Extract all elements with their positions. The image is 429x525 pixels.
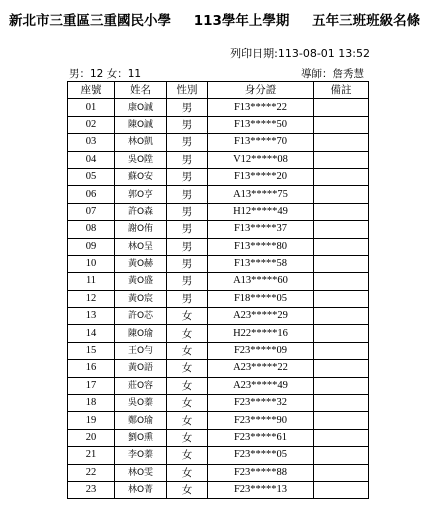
class-info-bar bbox=[67, 66, 368, 80]
column-header-gender: 性別 bbox=[167, 82, 208, 99]
table-row bbox=[68, 290, 369, 307]
student-gender: 男 bbox=[167, 134, 208, 151]
student-note bbox=[314, 273, 369, 290]
student-seat: 17 bbox=[68, 377, 115, 394]
student-seat: 04 bbox=[68, 151, 115, 168]
table-row bbox=[68, 429, 369, 446]
student-name: 林O呈 bbox=[115, 238, 167, 255]
student-seat: 01 bbox=[68, 99, 115, 116]
student-note bbox=[314, 325, 369, 342]
student-seat: 15 bbox=[68, 342, 115, 359]
student-name: 郭O亨 bbox=[115, 186, 167, 203]
student-id: F23*****61 bbox=[208, 429, 314, 446]
table-row bbox=[68, 151, 369, 168]
column-header-note: 備註 bbox=[314, 82, 369, 99]
student-seat: 16 bbox=[68, 360, 115, 377]
student-seat: 14 bbox=[68, 325, 115, 342]
student-id: F23*****88 bbox=[208, 464, 314, 481]
student-gender: 男 bbox=[167, 99, 208, 116]
student-name: 康O誠 bbox=[115, 99, 167, 116]
student-gender: 男 bbox=[167, 290, 208, 307]
student-id: F13*****80 bbox=[208, 238, 314, 255]
student-id: F23*****32 bbox=[208, 395, 314, 412]
roster-table bbox=[67, 81, 369, 499]
student-name: 黃O赫 bbox=[115, 255, 167, 272]
student-note bbox=[314, 308, 369, 325]
student-note bbox=[314, 221, 369, 238]
column-header-id: 身分證 bbox=[208, 82, 314, 99]
student-note bbox=[314, 481, 369, 498]
student-name: 謝O侑 bbox=[115, 221, 167, 238]
header-row bbox=[68, 82, 369, 99]
student-id: F23*****90 bbox=[208, 412, 314, 429]
table-row bbox=[68, 308, 369, 325]
student-name: 莊O容 bbox=[115, 377, 167, 394]
student-note bbox=[314, 151, 369, 168]
student-seat: 12 bbox=[68, 290, 115, 307]
student-note bbox=[314, 412, 369, 429]
student-name: 蘇O安 bbox=[115, 168, 167, 185]
table-row bbox=[68, 168, 369, 185]
student-seat: 20 bbox=[68, 429, 115, 446]
student-seat: 09 bbox=[68, 238, 115, 255]
student-note bbox=[314, 342, 369, 359]
student-gender: 女 bbox=[167, 325, 208, 342]
student-gender: 女 bbox=[167, 360, 208, 377]
print-date: 列印日期:113-08-01 13:52 bbox=[230, 47, 370, 60]
student-id: A23*****22 bbox=[208, 360, 314, 377]
student-id: F23*****13 bbox=[208, 481, 314, 498]
column-header-name: 姓名 bbox=[115, 82, 167, 99]
student-id: F23*****05 bbox=[208, 447, 314, 464]
student-id: A13*****60 bbox=[208, 273, 314, 290]
teacher-name: 導師：詹秀慧 bbox=[301, 68, 364, 80]
student-gender: 女 bbox=[167, 447, 208, 464]
table-row bbox=[68, 481, 369, 498]
student-id: A23*****29 bbox=[208, 308, 314, 325]
student-note bbox=[314, 464, 369, 481]
student-name: 鄭O瑜 bbox=[115, 412, 167, 429]
term-label: 113學年上學期 bbox=[193, 13, 290, 29]
table-row bbox=[68, 238, 369, 255]
student-note bbox=[314, 377, 369, 394]
student-note bbox=[314, 255, 369, 272]
student-name: 吳O陞 bbox=[115, 151, 167, 168]
table-row bbox=[68, 447, 369, 464]
student-seat: 11 bbox=[68, 273, 115, 290]
student-seat: 21 bbox=[68, 447, 115, 464]
student-gender: 女 bbox=[167, 481, 208, 498]
student-name: 林O凱 bbox=[115, 134, 167, 151]
student-name: 黃O盛 bbox=[115, 273, 167, 290]
student-gender: 男 bbox=[167, 221, 208, 238]
student-seat: 18 bbox=[68, 395, 115, 412]
gender-counts: 男：12 女：11 bbox=[69, 68, 142, 80]
student-seat: 03 bbox=[68, 134, 115, 151]
roster-body bbox=[68, 99, 369, 499]
student-note bbox=[314, 447, 369, 464]
student-name: 王O勻 bbox=[115, 342, 167, 359]
student-id: H22*****16 bbox=[208, 325, 314, 342]
table-row bbox=[68, 342, 369, 359]
table-row bbox=[68, 360, 369, 377]
table-row bbox=[68, 273, 369, 290]
student-gender: 男 bbox=[167, 186, 208, 203]
student-gender: 女 bbox=[167, 464, 208, 481]
student-gender: 男 bbox=[167, 255, 208, 272]
student-id: F13*****20 bbox=[208, 168, 314, 185]
student-note bbox=[314, 134, 369, 151]
student-name: 許O芯 bbox=[115, 308, 167, 325]
student-name: 吳O蓁 bbox=[115, 395, 167, 412]
table-row bbox=[68, 395, 369, 412]
student-id: A13*****75 bbox=[208, 186, 314, 203]
class-roster-title: 五年三班班級名條 bbox=[312, 13, 421, 29]
table-row bbox=[68, 412, 369, 429]
student-id: F13*****22 bbox=[208, 99, 314, 116]
student-seat: 02 bbox=[68, 116, 115, 133]
student-note bbox=[314, 290, 369, 307]
student-seat: 23 bbox=[68, 481, 115, 498]
student-id: H12*****49 bbox=[208, 203, 314, 220]
student-note bbox=[314, 186, 369, 203]
student-gender: 女 bbox=[167, 412, 208, 429]
student-note bbox=[314, 168, 369, 185]
student-id: F13*****70 bbox=[208, 134, 314, 151]
document-title bbox=[0, 9, 429, 29]
table-row bbox=[68, 464, 369, 481]
student-seat: 06 bbox=[68, 186, 115, 203]
school-name: 新北市三重區三重國民小學 bbox=[9, 13, 171, 29]
student-gender: 女 bbox=[167, 395, 208, 412]
student-gender: 女 bbox=[167, 342, 208, 359]
student-id: V12*****08 bbox=[208, 151, 314, 168]
student-note bbox=[314, 116, 369, 133]
student-name: 許O森 bbox=[115, 203, 167, 220]
student-gender: 男 bbox=[167, 238, 208, 255]
student-gender: 女 bbox=[167, 308, 208, 325]
student-note bbox=[314, 429, 369, 446]
table-row bbox=[68, 377, 369, 394]
student-note bbox=[314, 99, 369, 116]
student-gender: 女 bbox=[167, 429, 208, 446]
student-seat: 05 bbox=[68, 168, 115, 185]
student-name: 林O雯 bbox=[115, 464, 167, 481]
student-seat: 08 bbox=[68, 221, 115, 238]
student-gender: 男 bbox=[167, 151, 208, 168]
student-name: 林O菁 bbox=[115, 481, 167, 498]
student-gender: 男 bbox=[167, 273, 208, 290]
student-note bbox=[314, 238, 369, 255]
student-name: 劉O熏 bbox=[115, 429, 167, 446]
student-seat: 07 bbox=[68, 203, 115, 220]
table-row bbox=[68, 186, 369, 203]
table-row bbox=[68, 99, 369, 116]
student-note bbox=[314, 360, 369, 377]
student-name: 黃O語 bbox=[115, 360, 167, 377]
table-row bbox=[68, 116, 369, 133]
student-id: F18*****05 bbox=[208, 290, 314, 307]
table-row bbox=[68, 255, 369, 272]
table-row bbox=[68, 203, 369, 220]
student-note bbox=[314, 203, 369, 220]
student-gender: 男 bbox=[167, 203, 208, 220]
student-id: F13*****58 bbox=[208, 255, 314, 272]
table-row bbox=[68, 325, 369, 342]
student-seat: 19 bbox=[68, 412, 115, 429]
table-row bbox=[68, 134, 369, 151]
student-seat: 13 bbox=[68, 308, 115, 325]
student-seat: 22 bbox=[68, 464, 115, 481]
student-seat: 10 bbox=[68, 255, 115, 272]
student-note bbox=[314, 395, 369, 412]
student-name: 陳O誠 bbox=[115, 116, 167, 133]
student-name: 陳O瑜 bbox=[115, 325, 167, 342]
student-name: 黃O宸 bbox=[115, 290, 167, 307]
student-name: 李O蓁 bbox=[115, 447, 167, 464]
student-id: F23*****09 bbox=[208, 342, 314, 359]
student-id: F13*****50 bbox=[208, 116, 314, 133]
table-row bbox=[68, 221, 369, 238]
column-header-seat: 座號 bbox=[68, 82, 115, 99]
student-id: F13*****37 bbox=[208, 221, 314, 238]
student-id: A23*****49 bbox=[208, 377, 314, 394]
student-gender: 男 bbox=[167, 116, 208, 133]
student-gender: 女 bbox=[167, 377, 208, 394]
student-gender: 男 bbox=[167, 168, 208, 185]
